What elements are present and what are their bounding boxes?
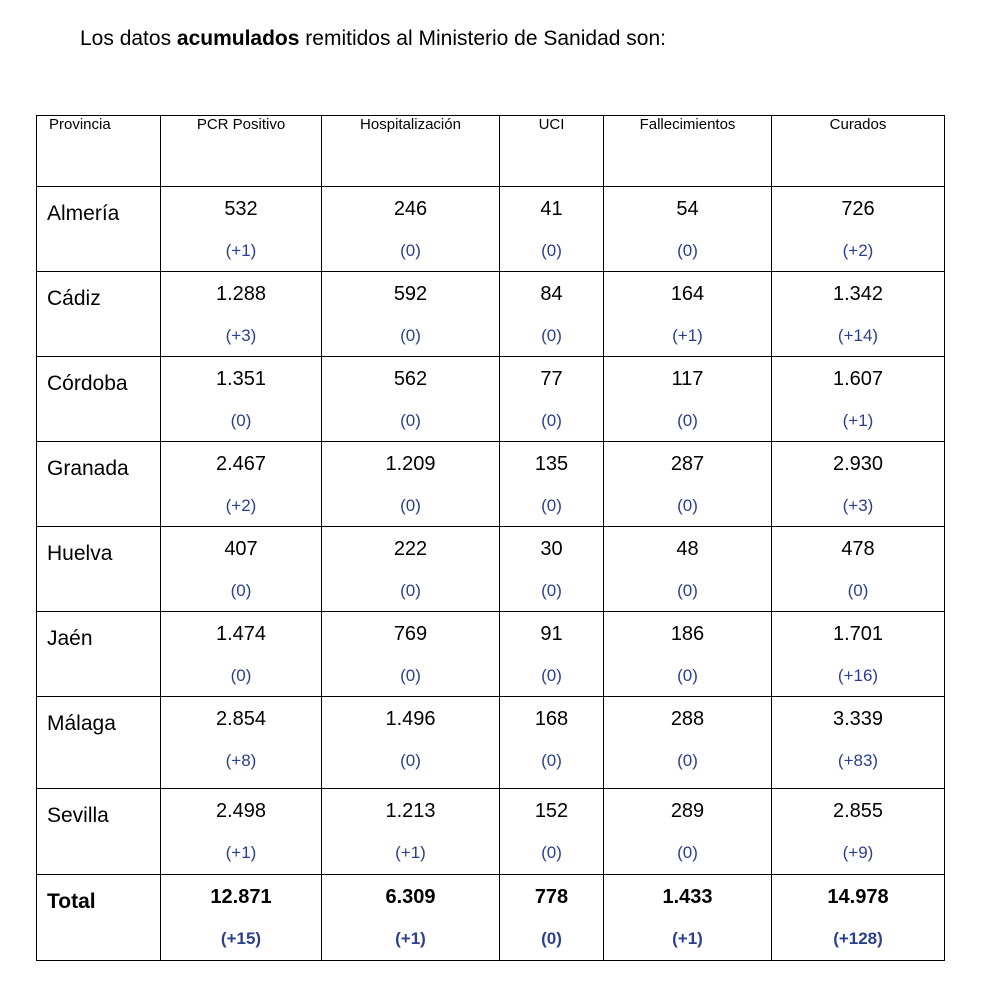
pcr-value: 407 [224, 538, 258, 560]
cur-cell [772, 697, 945, 789]
hosp-cell [322, 527, 500, 612]
total-uci-delta: (0) [541, 929, 562, 948]
pcr-delta: (+8) [225, 751, 257, 770]
pcr-cell [161, 789, 322, 875]
cur-cell [772, 357, 945, 442]
total-pcr-cell [161, 875, 322, 961]
fall-delta: (0) [677, 241, 698, 260]
cur-cell [772, 612, 945, 697]
fall-value: 289 [670, 800, 705, 822]
uci-cell [500, 187, 604, 272]
hosp-cell [322, 187, 500, 272]
cases-table [36, 115, 945, 961]
uci-delta: (0) [541, 326, 562, 345]
total-hosp-value: 6.309 [385, 886, 436, 908]
fall-delta: (0) [677, 496, 698, 515]
pcr-cell [161, 442, 322, 527]
total-fall-value: 1.433 [662, 886, 713, 908]
table-row [37, 357, 945, 442]
total-pcr-delta: (+15) [220, 929, 262, 948]
hosp-cell [322, 272, 500, 357]
hosp-value: 769 [393, 623, 428, 645]
pcr-delta: (+1) [225, 843, 257, 862]
uci-cell [500, 357, 604, 442]
table-row [37, 442, 945, 527]
province-name: Sevilla [37, 789, 161, 875]
uci-delta: (0) [541, 411, 562, 430]
pcr-value: 1.288 [215, 283, 267, 305]
header-uci: UCI [500, 116, 604, 187]
hosp-value: 592 [393, 283, 428, 305]
cur-delta: (+9) [842, 843, 874, 862]
uci-value: 152 [534, 800, 569, 822]
pcr-value: 2.854 [215, 708, 267, 730]
hosp-delta: (0) [400, 751, 421, 770]
fall-value: 48 [676, 538, 699, 560]
total-cur-value: 14.978 [827, 886, 889, 908]
cur-delta: (+3) [842, 496, 874, 515]
province-name: Granada [37, 442, 161, 527]
cur-delta: (+14) [837, 326, 879, 345]
uci-value: 41 [540, 198, 563, 220]
fall-delta: (+1) [672, 326, 703, 345]
header-provincia: Provincia [37, 116, 161, 187]
pcr-cell [161, 272, 322, 357]
fall-delta: (0) [677, 581, 698, 600]
total-row [37, 875, 945, 961]
uci-value: 84 [540, 283, 563, 305]
cur-delta: (+1) [842, 411, 874, 430]
fall-delta: (0) [677, 751, 698, 770]
pcr-value: 532 [224, 198, 258, 220]
hosp-cell [322, 789, 500, 875]
uci-cell [500, 527, 604, 612]
pcr-value: 1.474 [215, 623, 267, 645]
cur-value: 1.701 [832, 623, 884, 645]
hosp-cell [322, 612, 500, 697]
fall-value: 287 [670, 453, 705, 475]
uci-delta: (0) [541, 666, 562, 685]
uci-delta: (0) [541, 751, 562, 770]
hosp-cell [322, 442, 500, 527]
hosp-value: 1.496 [385, 708, 436, 730]
hosp-value: 1.209 [385, 453, 436, 475]
province-name: Almería [37, 187, 161, 272]
total-cur-cell [772, 875, 945, 961]
province-name: Málaga [37, 697, 161, 789]
hosp-delta: (0) [400, 411, 421, 430]
cur-delta: (0) [847, 581, 869, 600]
total-hosp-cell [322, 875, 500, 961]
uci-delta: (0) [541, 581, 562, 600]
uci-value: 30 [540, 538, 563, 560]
table-row [37, 697, 945, 789]
total-fall-cell [604, 875, 772, 961]
header-hospitalizacion: Hospitalización [322, 116, 500, 187]
cur-delta: (+16) [837, 666, 879, 685]
cur-delta: (+2) [842, 241, 874, 260]
uci-delta: (0) [541, 496, 562, 515]
hosp-delta: (0) [400, 581, 421, 600]
intro-before: Los datos [80, 27, 177, 50]
uci-cell [500, 442, 604, 527]
uci-value: 77 [540, 368, 563, 390]
table-row [37, 789, 945, 875]
uci-delta: (0) [541, 241, 562, 260]
uci-value: 91 [540, 623, 563, 645]
fall-value: 117 [671, 368, 704, 390]
fall-cell [604, 187, 772, 272]
hosp-value: 246 [393, 198, 428, 220]
fall-value: 186 [670, 623, 705, 645]
pcr-value: 2.498 [215, 800, 267, 822]
table-row [37, 187, 945, 272]
fall-cell [604, 272, 772, 357]
cur-delta: (+83) [837, 751, 879, 770]
hosp-value: 562 [393, 368, 428, 390]
total-hosp-delta: (+1) [395, 929, 426, 948]
province-name: Jaén [37, 612, 161, 697]
intro-after: remitidos al Ministerio de Sanidad son: [299, 27, 666, 50]
cur-value: 3.339 [832, 708, 884, 730]
fall-cell [604, 612, 772, 697]
header-pcr: PCR Positivo [161, 116, 322, 187]
cur-cell [772, 527, 945, 612]
table-row [37, 612, 945, 697]
pcr-cell [161, 612, 322, 697]
fall-value: 164 [670, 283, 705, 305]
hosp-delta: (0) [400, 241, 421, 260]
pcr-delta: (+2) [225, 496, 257, 515]
cur-value: 726 [841, 198, 875, 220]
cur-cell [772, 789, 945, 875]
hosp-cell [322, 357, 500, 442]
intro-bold: acumulados [176, 27, 300, 50]
cur-value: 1.342 [832, 283, 884, 305]
fall-value: 54 [676, 198, 699, 220]
uci-value: 135 [534, 453, 569, 475]
hosp-delta: (0) [400, 666, 421, 685]
fall-delta: (0) [677, 411, 698, 430]
hosp-value: 222 [393, 538, 428, 560]
pcr-value: 1.351 [215, 368, 267, 390]
cur-cell [772, 187, 945, 272]
total-uci-value: 778 [534, 886, 569, 908]
uci-delta: (0) [541, 843, 562, 862]
total-fall-delta: (+1) [672, 929, 703, 948]
pcr-cell [161, 697, 322, 789]
pcr-cell [161, 527, 322, 612]
fall-cell [604, 697, 772, 789]
fall-delta: (0) [677, 666, 698, 685]
pcr-delta: (+1) [225, 241, 257, 260]
uci-cell [500, 789, 604, 875]
uci-value: 168 [534, 708, 569, 730]
cur-value: 2.855 [832, 800, 884, 822]
header-row [37, 116, 945, 187]
fall-delta: (0) [677, 843, 698, 862]
fall-cell [604, 442, 772, 527]
fall-cell [604, 789, 772, 875]
pcr-cell [161, 187, 322, 272]
fall-value: 288 [670, 708, 705, 730]
intro-text [80, 24, 666, 54]
total-uci-cell [500, 875, 604, 961]
uci-cell [500, 697, 604, 789]
province-name: Cádiz [37, 272, 161, 357]
cur-value: 1.607 [832, 368, 884, 390]
hosp-cell [322, 697, 500, 789]
cur-value: 478 [841, 538, 875, 560]
pcr-delta: (0) [230, 411, 252, 430]
uci-cell [500, 612, 604, 697]
hosp-value: 1.213 [385, 800, 436, 822]
uci-cell [500, 272, 604, 357]
pcr-value: 2.467 [215, 453, 267, 475]
total-label: Total [37, 875, 161, 961]
hosp-delta: (0) [400, 326, 421, 345]
fall-cell [604, 357, 772, 442]
total-cur-delta: (+128) [833, 929, 883, 948]
pcr-cell [161, 357, 322, 442]
table-row [37, 527, 945, 612]
header-curados: Curados [772, 116, 945, 187]
pcr-delta: (+3) [225, 326, 257, 345]
province-name: Huelva [37, 527, 161, 612]
total-pcr-value: 12.871 [210, 886, 272, 908]
header-fallecimientos: Fallecimientos [604, 116, 772, 187]
pcr-delta: (0) [230, 581, 252, 600]
fall-cell [604, 527, 772, 612]
cur-cell [772, 442, 945, 527]
province-name: Córdoba [37, 357, 161, 442]
table-row [37, 272, 945, 357]
pcr-delta: (0) [230, 666, 252, 685]
hosp-delta: (+1) [395, 843, 426, 862]
cur-cell [772, 272, 945, 357]
hosp-delta: (0) [400, 496, 421, 515]
cur-value: 2.930 [832, 453, 884, 475]
